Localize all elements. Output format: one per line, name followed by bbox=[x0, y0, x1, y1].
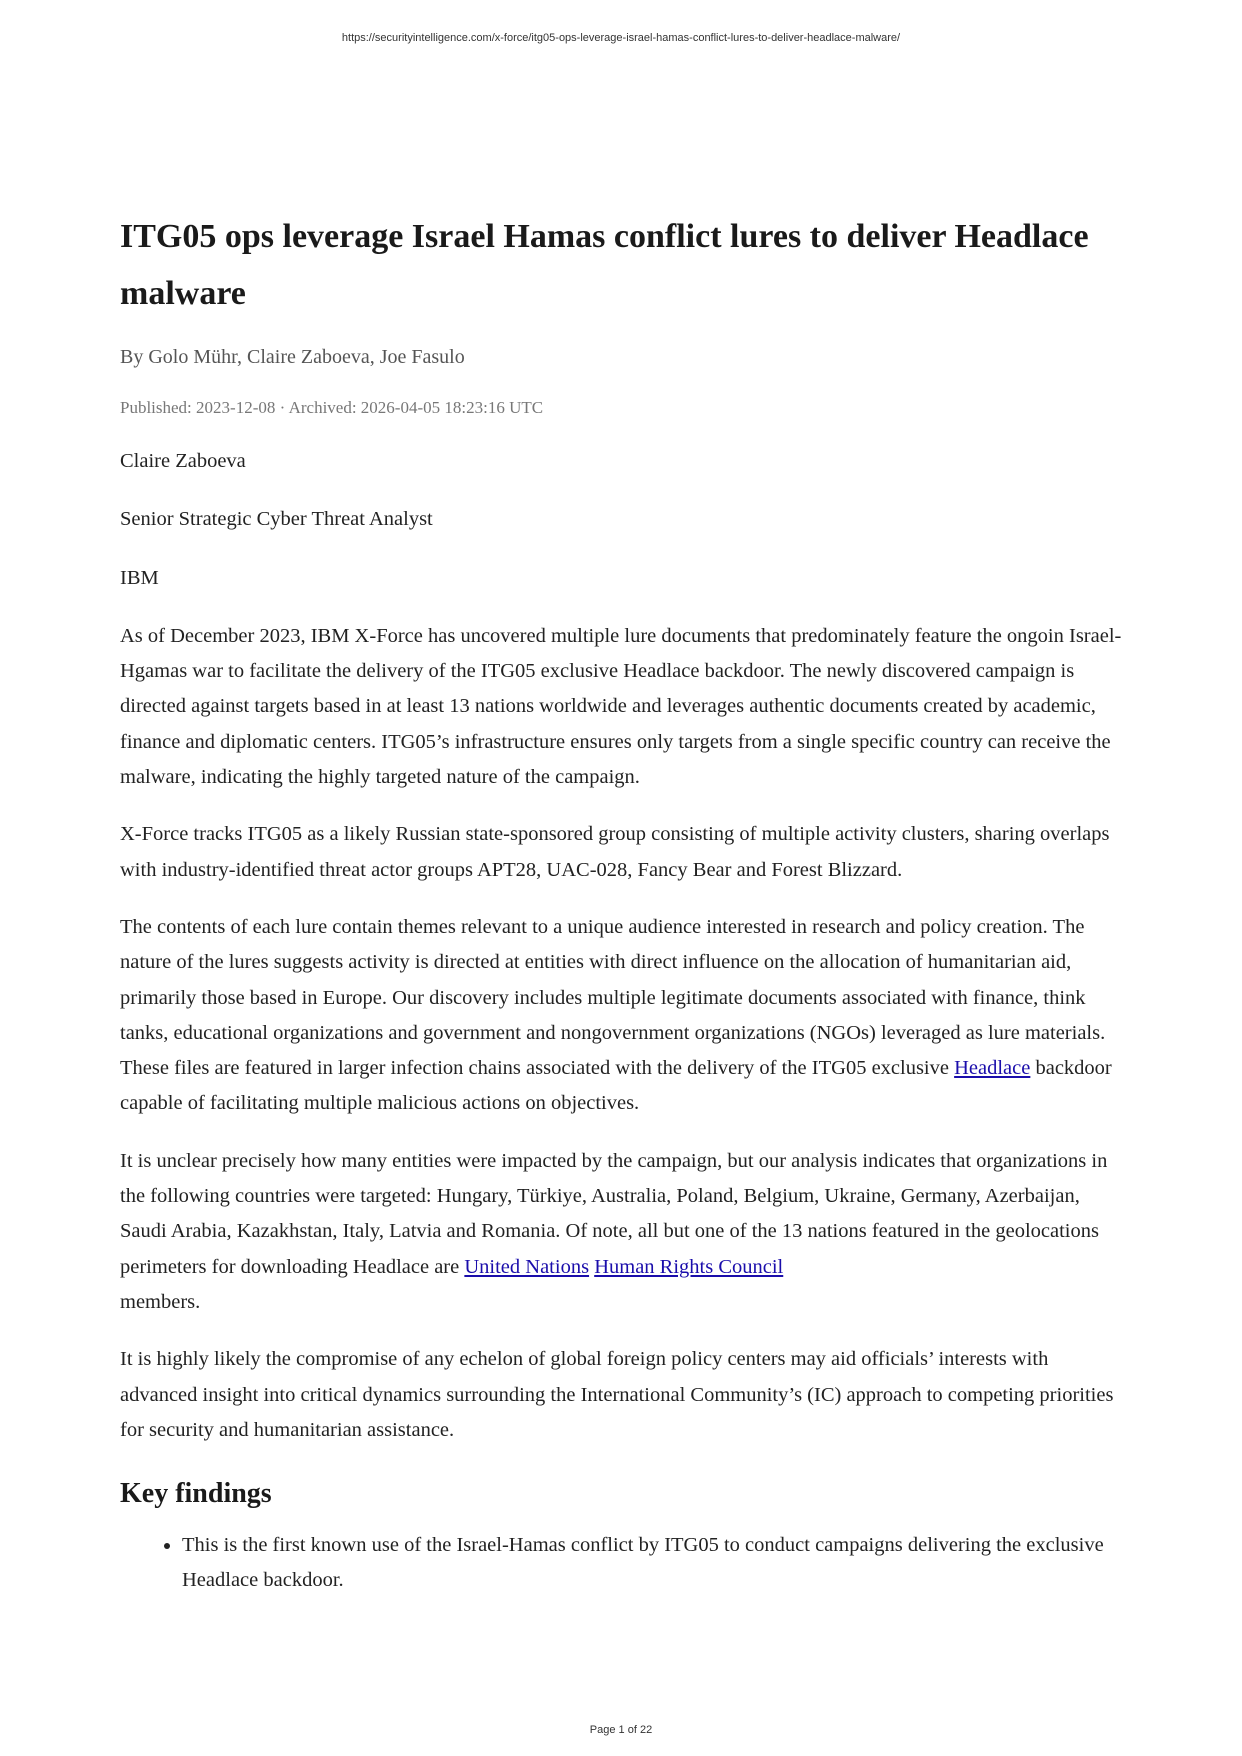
headlace-link[interactable]: Headlace bbox=[954, 1057, 1031, 1080]
text: The contents of each lure contain themes relevant to a unique audience interested in research and policy creation. The nature of the lures suggests activity is directed at entities with direct influence on the allocation of humanitarian aid, primarily those based in Europe. Our discovery includes multiple legitimate documents associated with finance, think tanks, educational organizations and government and nongovernment organizations (NGOs) leveraged as lure materials. These files are featured in larger infection chains associated with the delivery of the ITG05 exclusive bbox=[120, 915, 1106, 1080]
publish-info: Published: 2023-12-08 · Archived: 2026-04-05 18:23:16 UTC bbox=[120, 398, 544, 417]
text: It is unclear precisely how many entities were impacted by the campaign, but our analysis indicates that organizations in the following countries were targeted: Hungary, Türkiye, Australia, Poland, Belgium, Ukraine, Germany, Azerbaijan, Saudi Arabia, Kazakhstan, Italy, Latvia and Romania. Of note, all but one of the 13 nations featured in the geolocations perimeters for downloading Headlace are bbox=[120, 1149, 1108, 1278]
author-name: Claire Zaboeva bbox=[120, 450, 246, 472]
article-title: ITG05 ops leverage Israel Hamas conflict lures to deliver Headlace malware bbox=[120, 218, 1089, 312]
page-number: Page 1 of 22 bbox=[589, 1724, 653, 1736]
human-rights-council-link[interactable]: Human Rights Council bbox=[594, 1255, 784, 1278]
author-role: Senior Strategic Cyber Threat Analyst bbox=[120, 508, 433, 531]
list-item: • This is the first known use of the Israel-Hamas conflict by ITG05 to conduct campaigns delivering the exclusive Headlace backdoor. bbox=[182, 1528, 1130, 1599]
text: members. bbox=[120, 1290, 201, 1313]
article bbox=[120, 208, 1130, 1599]
text: backdoor capable of facilitating multiple malicious actions on objectives. bbox=[120, 1057, 1112, 1115]
byline: By Golo Mühr, Claire Zaboeva, Joe Fasulo bbox=[120, 346, 465, 368]
paragraph-tracking: X-Force tracks ITG05 as a likely Russian state-sponsored group consisting of multiple activity clusters, sharing overlaps with industry-identified threat actor groups APT28, UAC-028, Fancy Bear and Forest Blizzard. bbox=[120, 823, 1110, 881]
united-nations-link[interactable]: United Nations bbox=[464, 1255, 590, 1278]
paragraph-lures bbox=[120, 910, 1130, 1122]
paragraph-targets bbox=[120, 1144, 1130, 1320]
paragraph-implications: It is highly likely the compromise of any echelon of global foreign policy centers may aid officials’ interests with advanced insight into critical dynamics surrounding the International Community’s (IC) approach to competing priorities for security and humanitarian assistance. bbox=[120, 1348, 1114, 1441]
paragraph-intro: As of December 2023, IBM X-Force has uncovered multiple lure documents that predominately feature the ongoin Israel-Hgamas war to facilitate the delivery of the ITG05 exclusive Headlace backdoor. The newly discovered campaign is directed against targets based in at least 13 nations worldwide and leverages authentic documents created by academic, finance and diplomatic centers. ITG05’s infrastructure ensures only targets from a single specific country can receive the malware, indicating the highly targeted nature of the campaign. bbox=[120, 624, 1122, 789]
author-org: IBM bbox=[120, 566, 159, 589]
key-findings-list bbox=[120, 1528, 1130, 1599]
page-url: https://securityintelligence.com/x-force/itg05-ops-leverage-israel-hamas-conflict-lures-to-deliver-headlace-malware/ bbox=[341, 32, 901, 44]
key-findings-heading: Key findings bbox=[120, 1478, 272, 1510]
